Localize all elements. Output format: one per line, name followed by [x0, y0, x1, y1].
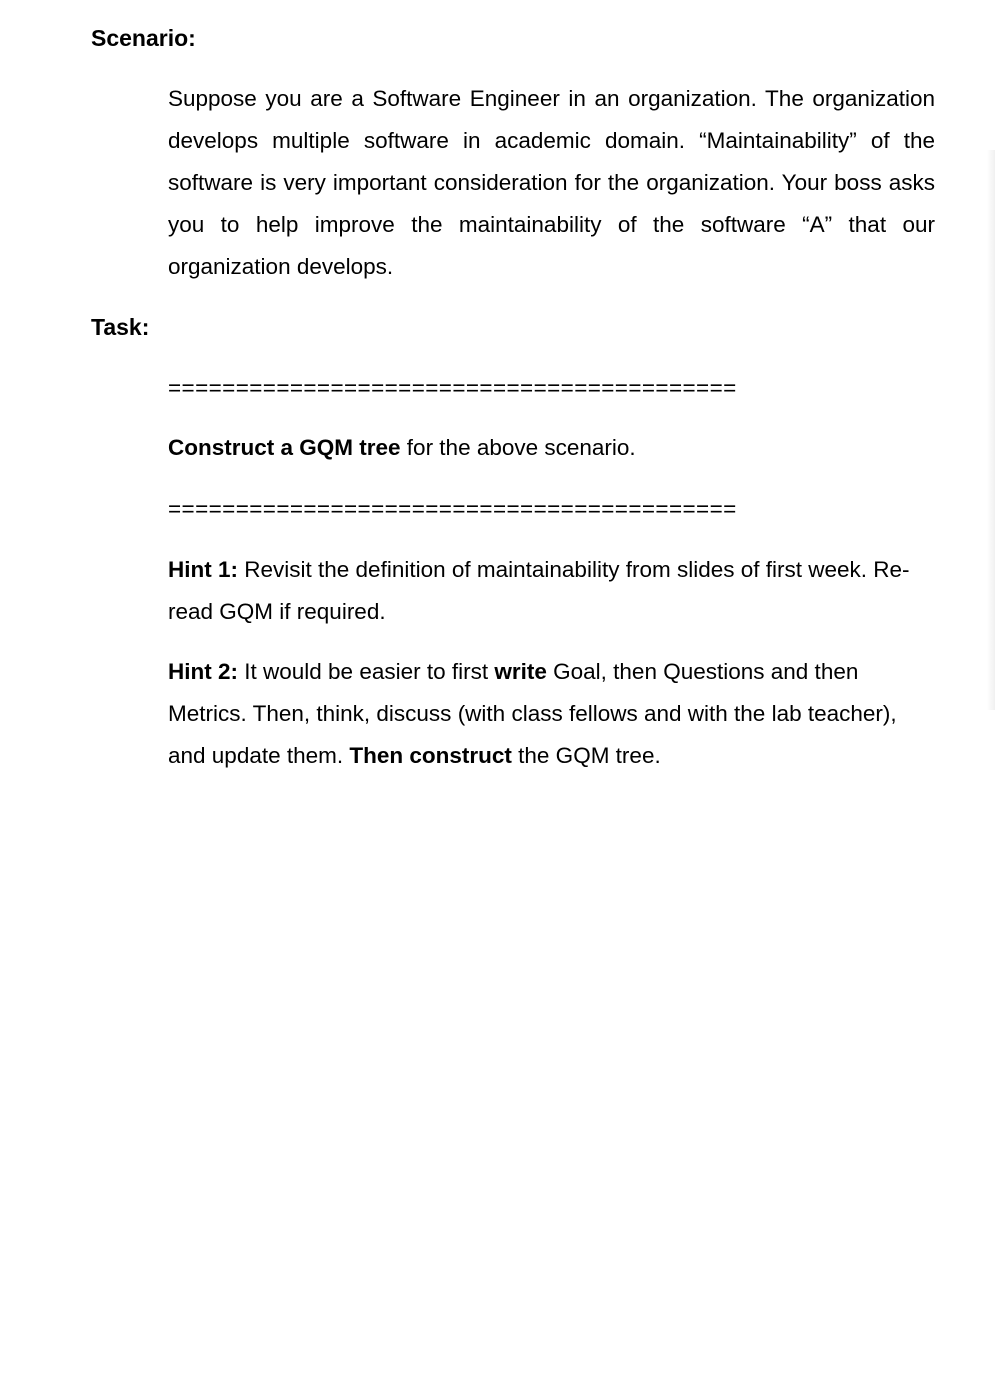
hint-2-label: Hint 2: — [168, 659, 238, 684]
task-instruction — [168, 427, 935, 469]
hint-1-label: Hint 1: — [168, 557, 238, 582]
task-instruction-rest: for the above scenario. — [400, 435, 636, 460]
task-heading: Task: — [91, 314, 150, 340]
hint-1-text: Revisit the definition of maintainability from slides of first week. Re-read GQM if required. — [168, 557, 910, 624]
separator-rule-top: ========================================== — [168, 375, 737, 400]
hint-2-bold-construct: Then construct — [349, 743, 512, 768]
hint-2 — [168, 651, 935, 777]
hint-2-bold-write: write — [494, 659, 547, 684]
separator-rule-bottom: ========================================== — [168, 496, 737, 521]
hint-2-text-c: the GQM tree. — [511, 743, 661, 768]
hint-2-text-a: It would be easier to first — [238, 659, 495, 684]
task-instruction-bold: Construct a GQM tree — [168, 435, 401, 460]
page-edge-shadow — [987, 150, 995, 710]
scenario-heading: Scenario: — [91, 25, 196, 51]
hint-1 — [168, 549, 935, 633]
hint-2-text-b: Goal, then Questions and then Metrics. Then, think, discuss (with class fellows and with the lab teacher), and update them. — [168, 659, 897, 768]
scenario-paragraph: Suppose you are a Software Engineer in an organization. The organization develops multiple software in academic domain. “Maintainability” of the software is very important consideration for the organization. Your boss asks you to help improve the maintainability of the software “A” that our organization develops. — [168, 86, 935, 279]
